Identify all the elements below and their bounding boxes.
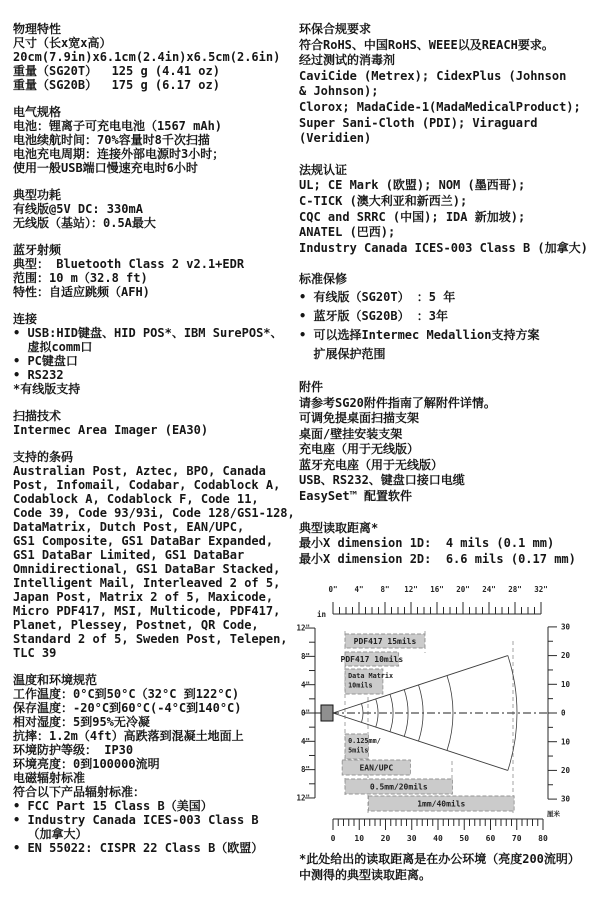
spec-line: 充电座（用于无线版） — [299, 442, 420, 457]
cone-arc — [376, 699, 378, 727]
left-axis-tick-label: 12" — [296, 624, 310, 634]
spec-line: 蓝牙充电座（用于无线版） — [299, 457, 444, 472]
spec-line: Clorox; MadaCide-1(MadaMedicalProduct); — [299, 99, 581, 114]
spec-line: 20cm(7.9in)x6.1cm(2.4in)x6.5cm(2.6in) — [13, 50, 281, 64]
spec-line: • 可以选择Intermec Medallion支持方案 — [299, 327, 540, 342]
spec-line: Standard 2 of 5, Sweden Post, Telepen, — [13, 632, 288, 646]
section-title: 物理特性 — [13, 22, 62, 36]
top-axis-tick-label: 32" — [534, 585, 548, 595]
top-axis-tick-label: 8" — [380, 585, 390, 595]
spec-line: DataMatrix, Dutch Post, EAN/UPC, — [13, 520, 245, 534]
spec-line: 符合RoHS、中国RoHS、WEEE以及REACH要求。 — [299, 37, 554, 52]
bottom-axis-tick-label: 0 — [330, 834, 336, 844]
right-ruler — [548, 623, 571, 804]
spec-line: Japan Post, Matrix 2 of 5, Maxicode, — [13, 590, 274, 604]
spec-line: 经过测试的消毒剂 — [299, 53, 396, 68]
spec-line: Micro PDF417, MSI, Multicode, PDF417, — [13, 604, 281, 618]
spec-line: Code 39, Code 93/93i, Code 128/GS1-128, — [13, 506, 295, 520]
spec-line: 桌面/壁挂安装支架 — [299, 426, 403, 441]
range-bar-label: 5mils — [348, 746, 369, 755]
spec-section — [299, 380, 605, 505]
left-axis-tick-label: 8" — [300, 765, 310, 775]
right-axis-tick-label: 0 — [561, 709, 566, 719]
section-title: 环保合规要求 — [299, 22, 372, 36]
spec-line: （加拿大） — [13, 827, 88, 841]
spec-line: 典型： Bluetooth Class 2 v2.1+EDR — [13, 257, 245, 271]
section-title: 扫描技术 — [13, 409, 62, 423]
spec-line: Post, Infomail, Codabar, Codablock A, — [13, 478, 281, 492]
spec-line: • RS232 — [13, 368, 64, 382]
spec-line: • USB:HID键盘、HID POS*、IBM SurePOS*、 — [13, 326, 283, 340]
spec-line: Australian Post, Aztec, BPO, Canada — [13, 464, 266, 478]
scanner-icon — [321, 705, 333, 721]
spec-line: CQC and SRRC (中国); IDA 新加坡); — [299, 209, 526, 224]
spec-line: 范围：10 m（32.8 ft) — [13, 271, 148, 285]
spec-line: Intermec Area Imager (EA30) — [13, 423, 209, 437]
spec-line: 虚拟comm口 — [13, 340, 93, 354]
left-column — [13, 22, 301, 868]
spec-line: 使用一般USB端口慢速充电时6小时 — [13, 161, 198, 175]
spec-line: (Veridien) — [299, 131, 372, 146]
left-axis-tick-label: 4" — [300, 680, 310, 690]
section-title: 标准保修 — [299, 272, 348, 287]
spec-line: • 蓝牙版（SG20B） ：3年 — [299, 308, 449, 323]
spec-line: 环境防护等级： IP30 — [13, 743, 134, 757]
spec-line: 电池充电周期：连接外部电源时3小时； — [13, 147, 225, 161]
spec-line: C-TICK (澳大利亚和新西兰); — [299, 193, 468, 208]
spec-line: • EN 55022: CISPR 22 Class B（欧盟） — [13, 841, 264, 855]
spec-line: 重量（SG20T） 125 g (4.41 oz) — [13, 64, 220, 78]
range-bar-label: PDF417 10mils — [340, 655, 404, 665]
spec-section — [299, 272, 605, 364]
section-title: 典型功耗 — [13, 188, 62, 202]
spec-line: 无线版（基站）：0.5A最大 — [13, 216, 156, 230]
cone-arc — [361, 704, 363, 723]
right-axis-tick-label: 20 — [561, 766, 571, 776]
top-axis-tick-label: 0" — [328, 585, 338, 595]
spec-line: 重量（SG20B） 175 g (6.17 oz) — [13, 78, 220, 92]
right-axis-tick-label: 20 — [561, 651, 571, 661]
range-bar-label: Data Matrix — [348, 672, 394, 681]
spec-line: 抗摔：1.2m（4ft）高跌落到混凝土地面上 — [13, 729, 244, 743]
spec-line: 相对湿度：5到95%无冷凝 — [13, 715, 150, 729]
top-axis-tick-label: 12" — [404, 585, 418, 595]
spec-line: • 有线版（SG20T） ：5 年 — [299, 289, 456, 304]
spec-line: GS1 DataBar Limited, GS1 DataBar — [13, 548, 245, 562]
spec-line: 保存温度：-20°C到60°C(-4°C到140°C) — [13, 701, 242, 715]
chart-footnote — [299, 852, 605, 883]
right-column — [296, 22, 605, 883]
bottom-axis-tick-label: 70 — [511, 834, 522, 844]
spec-line: Omnidirectional, GS1 DataBar Stacked, — [13, 562, 281, 576]
section-title: 典型读取距离* — [299, 520, 379, 535]
section-title: 温度和环境规范 — [13, 673, 98, 687]
read-range-chart — [293, 583, 600, 849]
spec-line: GS1 Composite, GS1 DataBar Expanded, — [13, 534, 274, 548]
spec-line: Intelligent Mail, Interleaved 2 of 5, — [13, 576, 281, 590]
spec-section — [299, 22, 605, 147]
bottom-axis-tick-label: 20 — [380, 834, 391, 844]
spec-section — [13, 312, 301, 396]
spec-line: 电池：锂离子可充电电池（1567 mAh) — [13, 119, 223, 133]
range-bar-label: 1mm/40mils — [417, 799, 466, 809]
range-bars — [341, 634, 515, 811]
top-ruler — [317, 585, 548, 619]
section-title: 蓝牙射频 — [13, 243, 62, 257]
bottom-axis-tick-label: 40 — [433, 834, 443, 844]
footnote-line-1: *此处给出的读取距离是在办公环境（亮度200流明） — [299, 852, 580, 867]
spec-line: 尺寸（长x宽x高） — [13, 36, 112, 50]
bottom-axis-tick-label: 80 — [538, 834, 548, 844]
spec-line: USB、RS232、键盘口接口电缆 — [299, 473, 465, 488]
footnote-line-2: 中测得的典型读取距离。 — [299, 867, 432, 882]
section-title: 附件 — [299, 379, 324, 394]
spec-line: • FCC Part 15 Class B（美国） — [13, 799, 213, 813]
section-title: 法规认证 — [299, 162, 348, 177]
spec-line: 有线版@5V DC: 330mA — [13, 202, 143, 216]
spec-line: 环境亮度：0到100000流明 — [13, 757, 160, 771]
spec-line: CaviCide (Metrex); CidexPlus (Johnson — [299, 68, 567, 83]
top-axis-tick-label: 20" — [456, 585, 470, 595]
bottom-axis-tick-label: 10 — [354, 834, 365, 844]
spec-line: & Johnson); — [299, 84, 379, 99]
spec-line: Industry Canada ICES-003 Class B (加拿大) — [299, 240, 588, 255]
spec-section — [299, 163, 605, 257]
spec-line: 工作温度：0°C到50°C（32°C 到122°C) — [13, 687, 240, 701]
section-title: 电气规格 — [13, 105, 62, 119]
left-axis-tick-label: 8" — [300, 652, 310, 662]
spec-line: 电池续航时间：70%容量时8千次扫描 — [13, 133, 210, 147]
spec-section — [299, 521, 605, 568]
spec-line: 最小X dimension 1D: 4 mils (0.1 mm) — [299, 536, 555, 551]
section-title: 支持的条码 — [13, 450, 74, 464]
spec-line: 请参考SG20附件指南了解附件详情。 — [299, 395, 496, 410]
right-axis-tick-label: 30 — [561, 795, 571, 805]
spec-section — [13, 188, 301, 230]
right-column-sections — [299, 22, 605, 567]
spec-section — [13, 22, 301, 92]
bottom-axis-tick-label: 60 — [485, 834, 496, 844]
range-bar-label: 0.125mm/ — [348, 737, 381, 746]
spec-line: Codablock A, Codablock F, Code 11, — [13, 492, 259, 506]
section-title: 连接 — [13, 312, 38, 326]
top-axis-tick-label: 4" — [354, 585, 364, 595]
range-bar-label: 10mils — [348, 681, 373, 690]
spec-line: 可调免提桌面扫描支架 — [299, 411, 420, 426]
spec-line: • Industry Canada ICES-003 Class B — [13, 813, 259, 827]
spec-line: • PC键盘口 — [13, 354, 78, 368]
spec-line: Planet, Plessey, Postnet, QR Code, — [13, 618, 259, 632]
top-axis-tick-label: 28" — [508, 585, 522, 595]
left-axis-tick-label: 0" — [300, 709, 310, 719]
range-bar-label: 0.5mm/20mils — [369, 782, 428, 792]
top-axis-unit-label: in — [316, 610, 326, 620]
spec-line: Super Sani-Cloth (PDI); Viraguard — [299, 115, 538, 130]
spec-section — [13, 243, 301, 299]
left-axis-tick-label: 4" — [300, 737, 310, 747]
spec-line: 最小X dimension 2D: 6.6 mils (0.17 mm) — [299, 551, 576, 566]
bottom-axis-tick-label: 30 — [406, 834, 417, 844]
spec-section — [13, 105, 301, 175]
spec-section — [13, 409, 301, 437]
spec-line: EasySet™ 配置软件 — [299, 489, 413, 504]
bottom-axis-tick-label: 50 — [459, 834, 470, 844]
spec-line: 扩展保护范围 — [299, 346, 386, 361]
right-axis-tick-label: 10 — [561, 680, 571, 690]
spec-line: *有线版支持 — [13, 382, 81, 396]
range-bar-label: PDF417 15mils — [353, 637, 417, 647]
spec-line: ANATEL (巴西); — [299, 225, 396, 240]
bottom-ruler — [331, 809, 561, 843]
spec-line: 符合以下产品辐射标准： — [13, 785, 146, 799]
top-axis-tick-label: 24" — [482, 585, 496, 595]
left-axis-tick-label: 12" — [296, 793, 310, 803]
spec-line: 电磁辐射标准 — [13, 771, 86, 785]
right-axis-tick-label: 30 — [561, 622, 571, 632]
spec-line: TLC 39 — [13, 646, 57, 660]
bottom-axis-unit-label: 厘米 — [547, 810, 560, 819]
left-ruler — [296, 624, 315, 803]
spec-line: 特性：自适应跳频（AFH) — [13, 285, 150, 299]
right-axis-tick-label: 10 — [561, 737, 571, 747]
top-axis-tick-label: 16" — [430, 585, 444, 595]
spec-section — [13, 450, 301, 660]
range-bar-label: EAN/UPC — [359, 763, 394, 773]
spec-line: UL; CE Mark (欧盟); NOM (墨西哥); — [299, 178, 526, 193]
spec-section — [13, 673, 301, 855]
